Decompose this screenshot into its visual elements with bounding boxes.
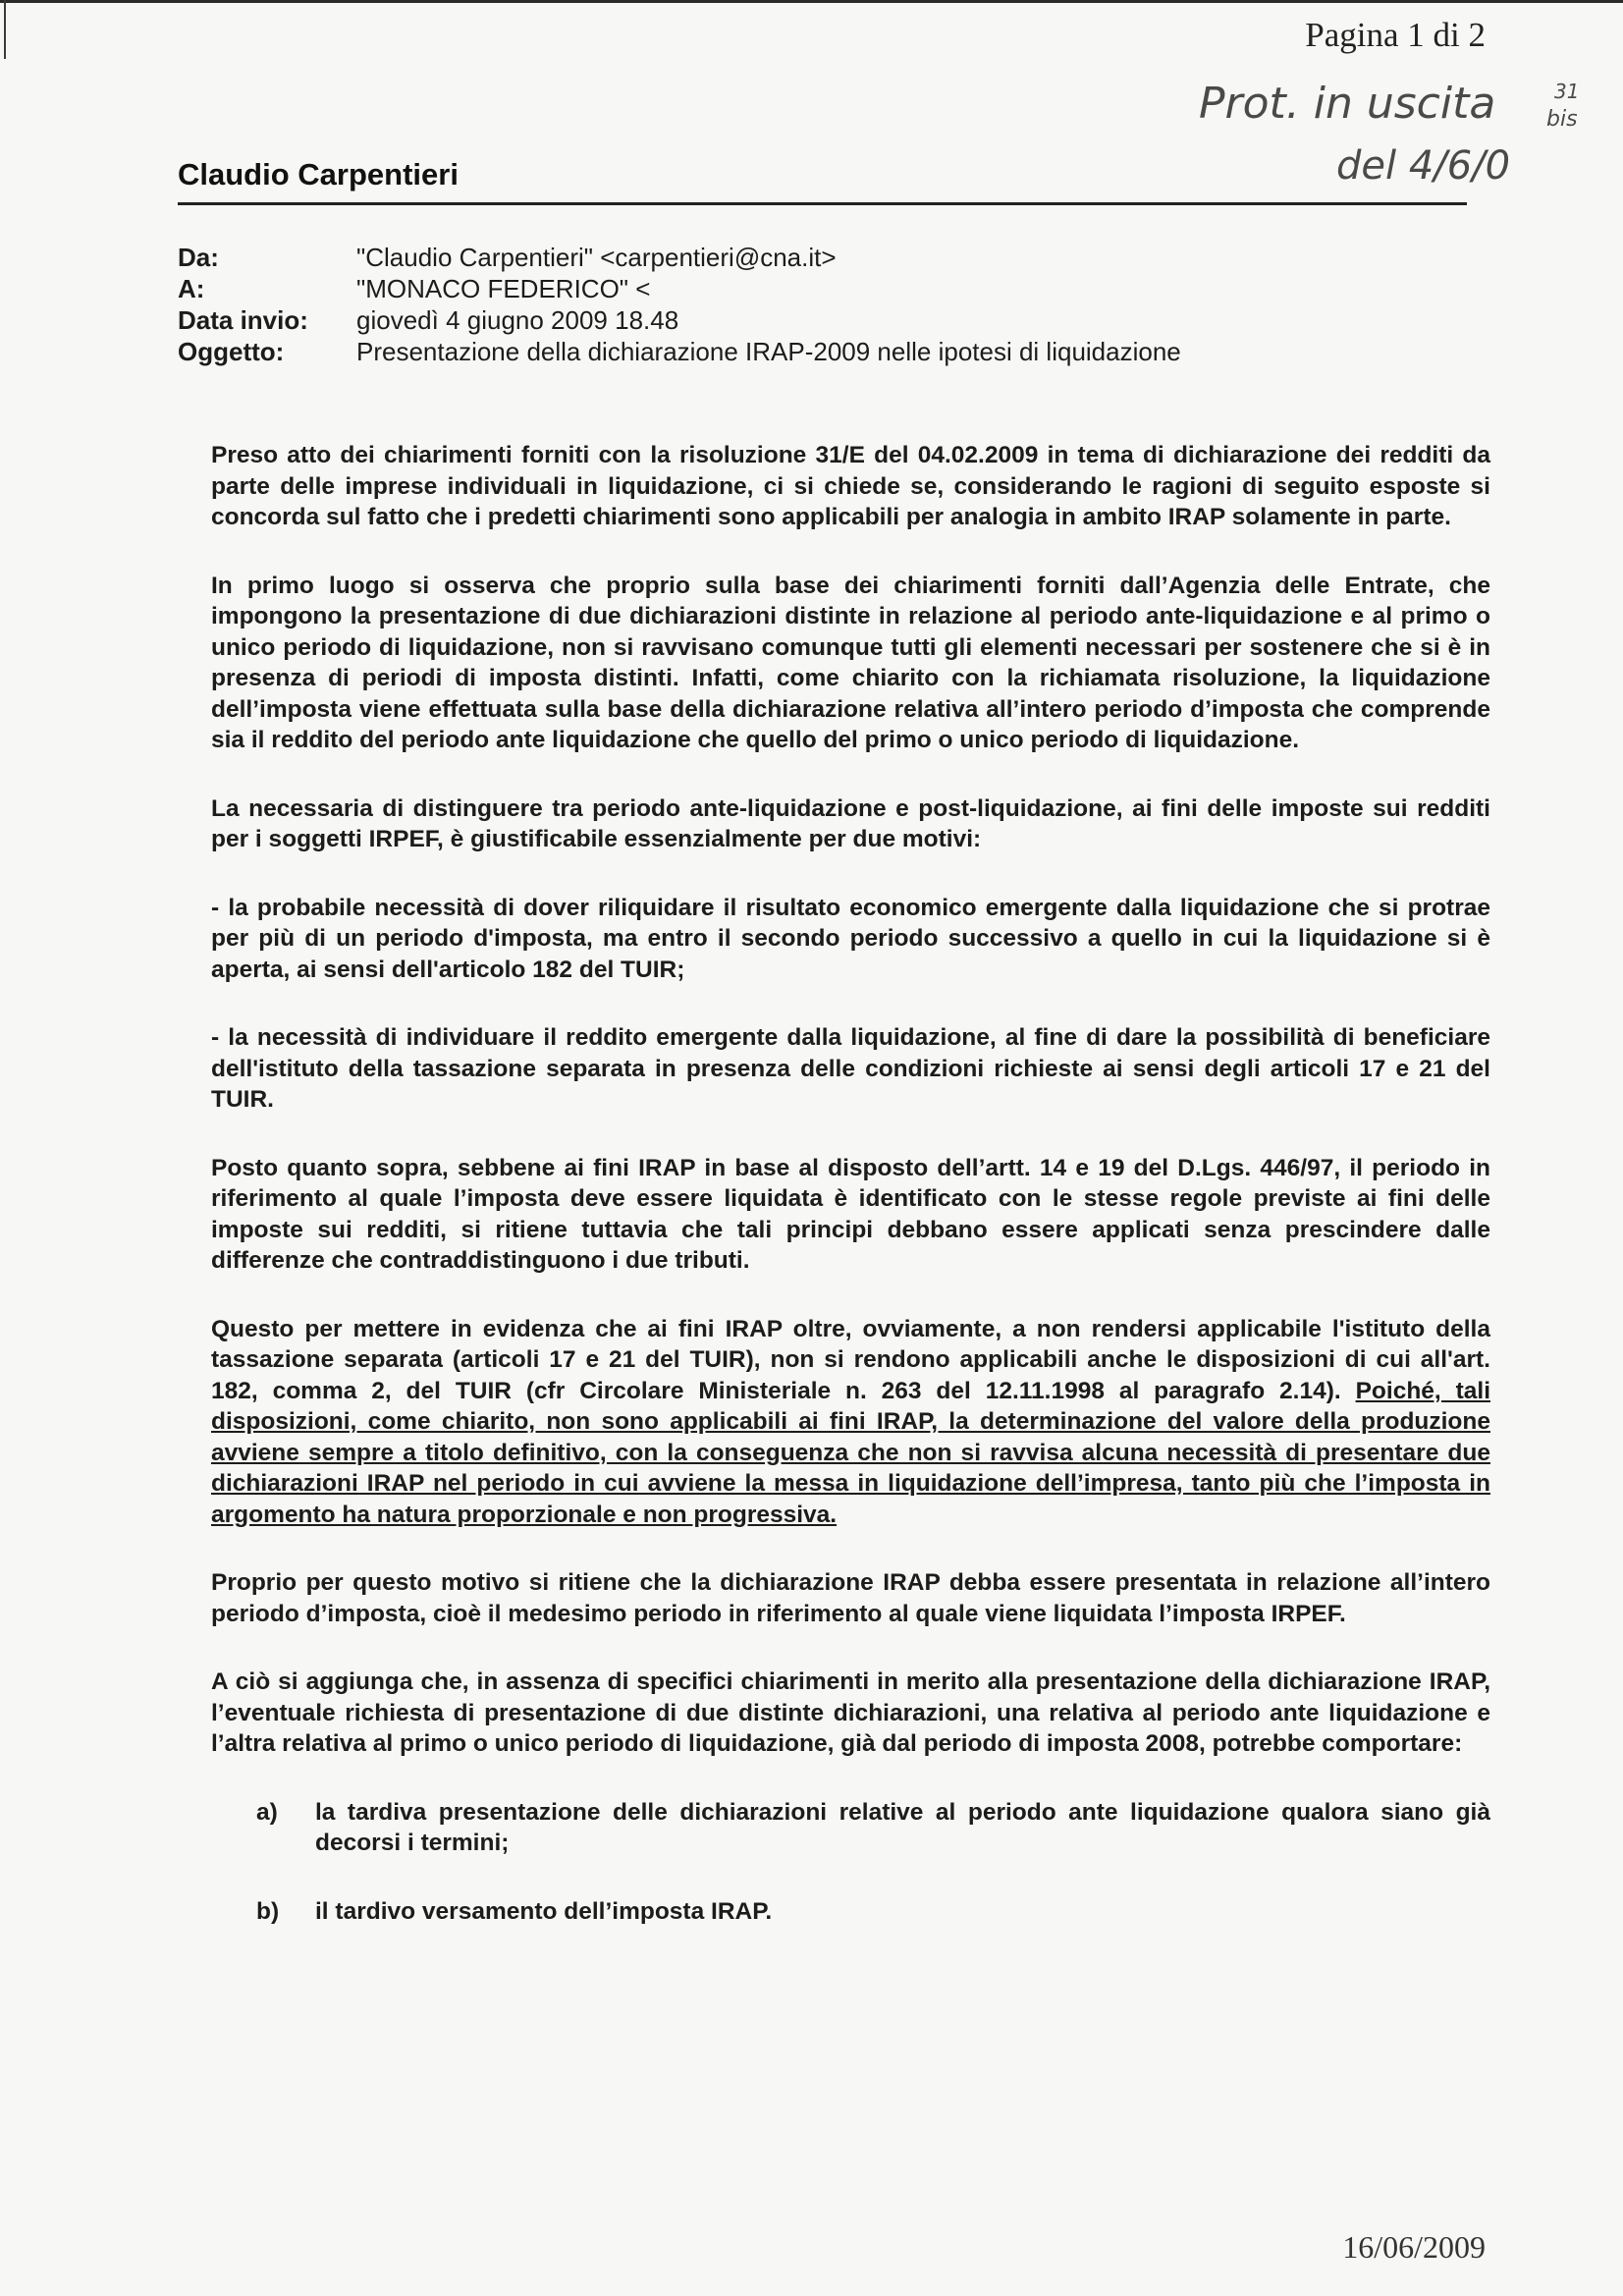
handwritten-note <box>1189 69 1601 196</box>
handwritten-line1-sub: bis <box>1546 107 1578 132</box>
subject-row <box>178 336 1181 367</box>
paragraph-7-plain: Questo per mettere in evidenza che ai fini IRAP oltre, ovviamente, a non rendersi applicabile l'istituto della tassazione separata (articoli 17 e 21 del TUIR), non si rendono applicabili anche le disposizioni di cui all'art. 182, comma 2, del TUIR (cfr Circolare Ministeriale n. 263 del 12.11.1998 al paragrafo 2.14). <box>211 1315 1490 1404</box>
list-marker-b: b) <box>256 1897 280 1925</box>
paragraph-8: Proprio per questo motivo si ritiene che la dichiarazione IRAP debba essere presentata in relazione all’intero periodo d’imposta, cioè il medesimo periodo in riferimento al quale viene liquidata l’imposta IRPEF. <box>211 1569 1490 1627</box>
list-item-b <box>211 1896 1490 1928</box>
paragraph-4: - la probabile necessità di dover riliquidare il risultato economico emergente dalla liquidazione che si protrae per più di un periodo d'imposta, ma entro il secondo periodo successivo a quello in cui la liquidazione si è aperta, ai sensi dell'articolo 182 del TUIR; <box>211 894 1490 983</box>
email-body <box>211 440 1490 1964</box>
date-row <box>178 304 1181 336</box>
list-text-b: il tardivo versamento dell’imposta IRAP. <box>315 1897 773 1925</box>
page-number: Pagina 1 di 2 <box>1305 16 1486 54</box>
handwritten-line1: Prot. in uscita <box>1199 79 1496 129</box>
paragraph-2: In primo luogo si osserva che proprio sulla base dei chiarimenti forniti dall’Agenzia delle Entrate, che impongono la presentazione di due dichiarazioni distinte in relazione al periodo ante-liquidazione e al primo o unico periodo di liquidazione, non si ravvisano comunque tutti gli elementi necessari per sostenere che si è in presenza di periodi di imposta distinti. Infatti, come chiarito con la richiamata risoluzione, la liquidazione dell’imposta viene effettuata sulla base della dichiarazione relativa all’intero periodo d’imposta che comprende sia il reddito del periodo ante liquidazione che quello del primo o unico periodo di liquidazione. <box>211 572 1490 753</box>
from-value: "Claudio Carpentieri" <carpentieri@cna.it> <box>356 243 837 272</box>
list-item-a <box>211 1797 1490 1859</box>
date-value: giovedì 4 giugno 2009 18.48 <box>356 305 679 335</box>
paragraph-7-underlined: Poiché, tali disposizioni, come chiarito, non sono applicabili ai fini IRAP, la determinazione del valore della produzione avviene sempre a titolo definitivo, con la conseguenza che non si ravvisa alcuna necessità di presentare due dichiarazioni IRAP nel periodo in cui avviene la messa in liquidazione dell’impresa, tanto più che l’imposta in argomento ha natura proporzionale e non progressiva. <box>211 1377 1490 1528</box>
subject-label: Oggetto: <box>178 337 285 366</box>
from-label: Da: <box>178 243 219 272</box>
handwritten-line2: del 4/6/0 <box>1336 143 1511 189</box>
header-divider <box>178 202 1467 205</box>
from-row <box>178 242 1181 273</box>
sender-name-header: Claudio Carpentieri <box>178 157 459 191</box>
list-text-a: la tardiva presentazione delle dichiarazioni relative al periodo ante liquidazione qualora siano già decorsi i termini; <box>315 1798 1490 1856</box>
email-metadata <box>178 242 1181 367</box>
to-value: "MONACO FEDERICO" < <box>356 274 651 303</box>
paragraph-6: Posto quanto sopra, sebbene ai fini IRAP in base al disposto dell’artt. 14 e 19 del D.Lgs. 446/97, il periodo in riferimento al quale l’imposta deve essere liquidata è identificato con le stesse regole previste ai fini delle imposte sui redditi, si ritiene tuttavia che tali principi debbano essere applicati senza prescindere dalle differenze che contraddistinguono i due tributi. <box>211 1154 1490 1274</box>
scan-top-border <box>0 0 1623 3</box>
subject-value: Presentazione della dichiarazione IRAP-2009 nelle ipotesi di liquidazione <box>356 337 1181 366</box>
paragraph-7 <box>211 1314 1490 1531</box>
paragraph-5: - la necessità di individuare il reddito emergente dalla liquidazione, al fine di dare la possibilità di beneficiare dell'istituto della tassazione separata in presenza delle condizioni richieste ai sensi degli articoli 17 e 21 del TUIR. <box>211 1024 1490 1113</box>
scan-left-border <box>4 0 6 59</box>
print-date: 16/06/2009 <box>1342 2229 1486 2265</box>
paragraph-3: La necessaria di distinguere tra periodo ante-liquidazione e post-liquidazione, ai fini delle imposte sui redditi per i soggetti IRPEF, è giustificabile essenzialmente per due motivi: <box>211 794 1490 852</box>
paragraph-1: Preso atto dei chiarimenti forniti con la risoluzione 31/E del 04.02.2009 in tema di dichiarazione dei redditi da parte delle imprese individuali in liquidazione, ci si chiede se, considerando le ragioni di seguito esposte si concorda sul fatto che i predetti chiarimenti sono applicabili per analogia in ambito IRAP solamente in parte. <box>211 442 1490 530</box>
to-label: A: <box>178 274 205 303</box>
to-row <box>178 273 1181 304</box>
list-marker-a: a) <box>256 1798 278 1826</box>
handwritten-line1-sup: 31 <box>1554 80 1580 103</box>
paragraph-9: A ciò si aggiunga che, in assenza di specifici chiarimenti in merito alla presentazione della dichiarazione IRAP, l’eventuale richiesta di presentazione di due distinte dichiarazioni, una relativa al periodo ante liquidazione e l’altra relativa al primo o unico periodo di liquidazione, già dal periodo di imposta 2008, potrebbe comportare: <box>211 1668 1490 1757</box>
date-label: Data invio: <box>178 305 308 335</box>
